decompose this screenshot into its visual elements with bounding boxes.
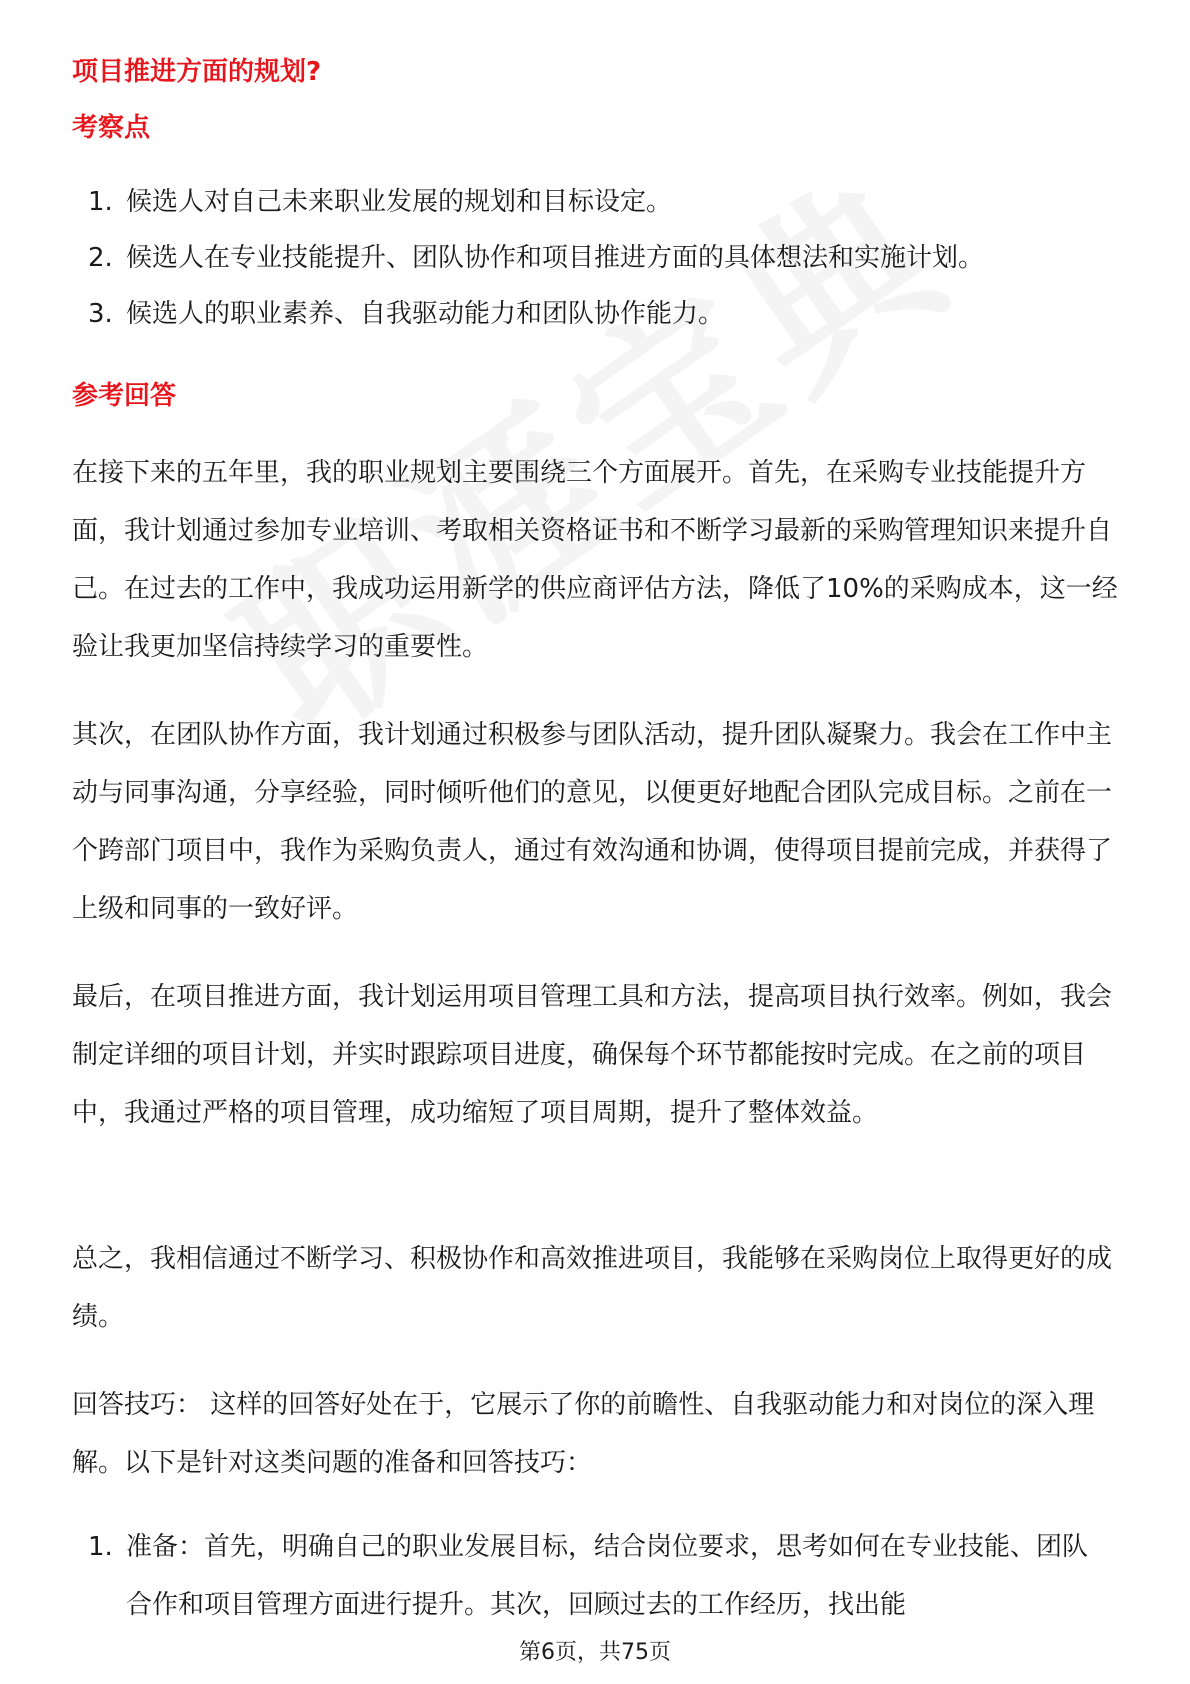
list-number: 3.: [88, 299, 113, 329]
list-number: 1.: [88, 1532, 113, 1562]
list-item-text: 候选人在专业技能提升、团队协作和项目推进方面的具体想法和实施计划。: [126, 243, 985, 273]
answer-paragraph: 在接下来的五年里，我的职业规划主要围绕三个方面展开。首先，在采购专业技能提升方面，我计划通过参加专业培训、考取相关资格证书和不断学习最新的采购管理知识来提升自己。在过去的工作中，我成功运用新学的供应商评估方法，降低了10%的采购成本，这一经验让我更加坚信持续学习的重要性。: [72, 458, 1118, 662]
list-number: 2.: [88, 243, 113, 273]
list-item: [72, 1518, 1102, 1634]
list-item: [72, 286, 1122, 342]
question-title: 项目推进方面的规划?: [72, 57, 322, 87]
list-item-text: 候选人的职业素养、自我驱动能力和团队协作能力。: [126, 299, 725, 329]
list-item: [72, 174, 1122, 230]
answer-paragraph: 最后，在项目推进方面，我计划运用项目管理工具和方法，提高项目执行效率。例如，我会制定详细的项目计划，并实时跟踪项目进度，确保每个环节都能按时完成。在之前的项目中，我通过严格的项目管理，成功缩短了项目周期，提升了整体效益。: [72, 982, 1113, 1128]
list-item: [72, 230, 1122, 286]
page-footer: 第6页，共75页: [519, 1640, 671, 1665]
tips-list: [72, 1518, 1102, 1634]
answer-paragraph: 总之，我相信通过不断学习、积极协作和高效推进项目，我能够在采购岗位上取得更好的成绩。: [72, 1244, 1113, 1332]
focus-list: [72, 174, 1122, 342]
answer-paragraph: 其次，在团队协作方面，我计划通过积极参与团队活动，提升团队凝聚力。我会在工作中主动与同事沟通，分享经验，同时倾听他们的意见，以便更好地配合团队完成目标。之前在一个跨部门项目中，我作为采购负责人，通过有效沟通和协调，使得项目提前完成，并获得了上级和同事的一致好评。: [72, 720, 1113, 924]
answer-heading: 参考回答: [72, 381, 177, 411]
list-item-text: 准备：首先，明确自己的职业发展目标，结合岗位要求，思考如何在专业技能、团队合作和项目管理方面进行提升。其次，回顾过去的工作经历，找出能: [126, 1532, 1089, 1620]
list-number: 1.: [88, 187, 113, 217]
focus-heading: 考察点: [72, 113, 151, 143]
tips-intro: 回答技巧： 这样的回答好处在于，它展示了你的前瞻性、自我驱动能力和对岗位的深入理解。以下是针对这类问题的准备和回答技巧：: [72, 1390, 1095, 1478]
list-item-text: 候选人对自己未来职业发展的规划和目标设定。: [126, 187, 673, 217]
